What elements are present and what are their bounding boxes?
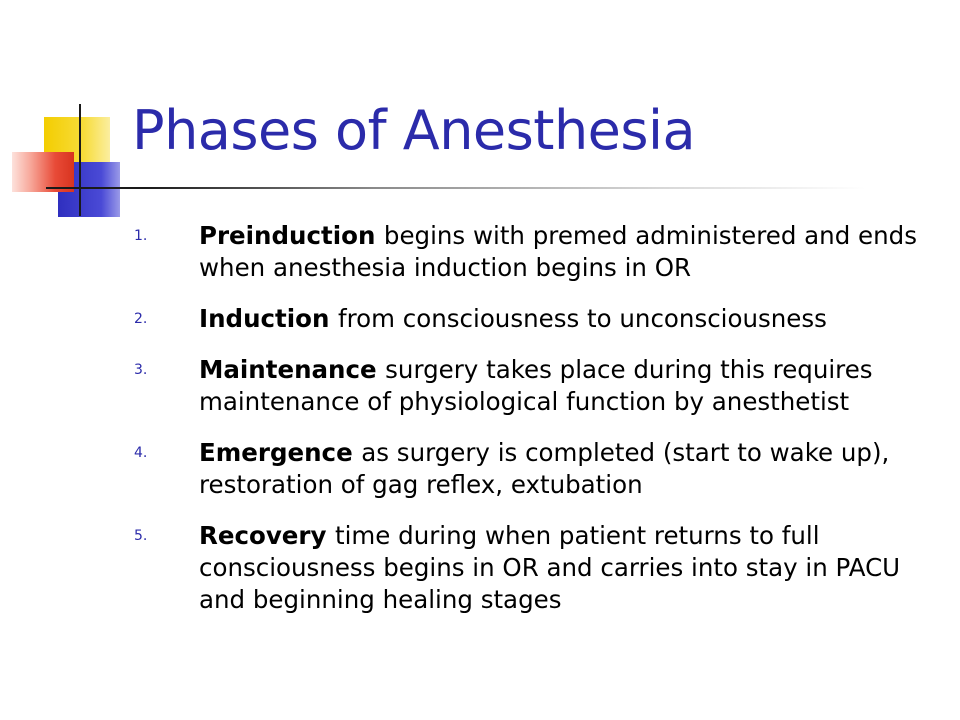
list-item (132, 520, 944, 616)
item-text: surgery takes place during this requires maintenance of physiological function by anesthetist (199, 355, 873, 416)
item-term: Recovery (199, 521, 336, 550)
slide-title: Phases of Anesthesia (132, 99, 696, 162)
item-term: Maintenance (199, 355, 386, 384)
list-item (132, 354, 944, 418)
item-number: 5. (134, 528, 148, 544)
item-number: 4. (134, 445, 148, 461)
item-text: from consciousness to unconsciousness (337, 304, 827, 333)
list-item (132, 220, 944, 284)
title-underline-rule (46, 187, 866, 189)
list-item (132, 437, 944, 501)
item-number: 1. (134, 228, 148, 244)
decorative-red-bar (12, 152, 74, 192)
item-term: Emergence (199, 438, 362, 467)
item-number: 2. (134, 311, 148, 327)
item-text: time during when patient returns to full consciousness begins in OR and carries into stay in PACU and beginning healing stages (199, 521, 901, 614)
item-text: as surgery is completed (start to wake up), restoration of gag reflex, extubation (199, 438, 890, 499)
list-item (132, 303, 944, 335)
decorative-vertical-line (79, 104, 81, 216)
item-term: Preinduction (199, 221, 384, 250)
item-number: 3. (134, 362, 148, 378)
item-text: begins with premed administered and ends when anesthesia induction begins in OR (199, 221, 917, 282)
item-term: Induction (199, 304, 338, 333)
phases-list (132, 220, 944, 635)
